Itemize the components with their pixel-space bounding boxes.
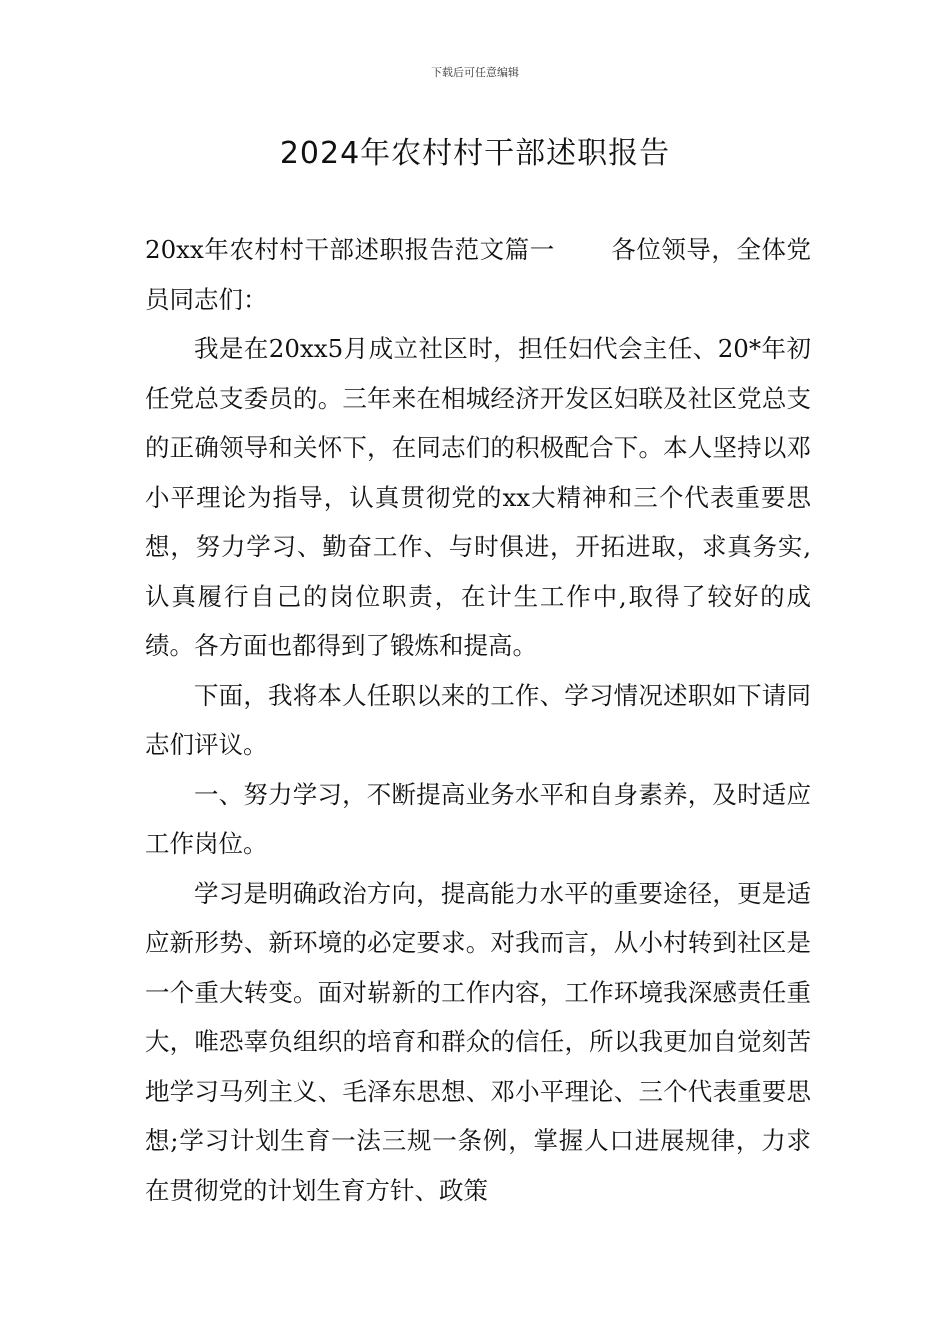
opening-line — [145, 225, 811, 324]
opening-subtitle: 20xx年农村村干部述职报告范文篇一 — [145, 235, 555, 264]
paragraph: 学习是明确政治方向，提高能力水平的重要途径，更是适应新形势、新环境的必定要求。对我而言，从小村转到社区是一个重大转变。面对崭新的工作内容，工作环境我深感责任重大，唯恐辜负组织的培育和群众的信任，所以我更加自觉刻苦地学习马列主义、毛泽东思想、邓小平理论、三个代表重要思想;学习计划生育一法三规一条例，掌握人口进展规律，力求在贯彻党的计划生育方针、政策 — [145, 878, 811, 1205]
header-note: 下载后可任意编辑 — [431, 66, 519, 79]
paragraph: 我是在20xx5月成立社区时，担任妇代会主任、20*年初任党总支委员的。三年来在相城经济开发区妇联及社区党总支的正确领导和关怀下，在同志们的积极配合下。本人坚持以邓小平理论为指导，认真贯彻党的xx大精神和三个代表重要思想，努力学习、勤奋工作、与时俱进，开拓进取，求真务实,认真履行自己的岗位职责，在计生工作中,取得了较好的成绩。各方面也都得到了锻炼和提高。 — [145, 334, 811, 660]
opening-salutation: 各位领导，全体党员同志们： — [145, 235, 812, 314]
document-title: 2024年农村村干部述职报告 — [279, 136, 671, 171]
paragraph: 下面，我将本人任职以来的工作、学习情况述职如下请同志们评议。 — [145, 680, 811, 759]
paragraph: 一、努力学习，不断提高业务水平和自身素养，及时适应工作岗位。 — [145, 779, 811, 858]
document-body — [145, 225, 811, 1215]
